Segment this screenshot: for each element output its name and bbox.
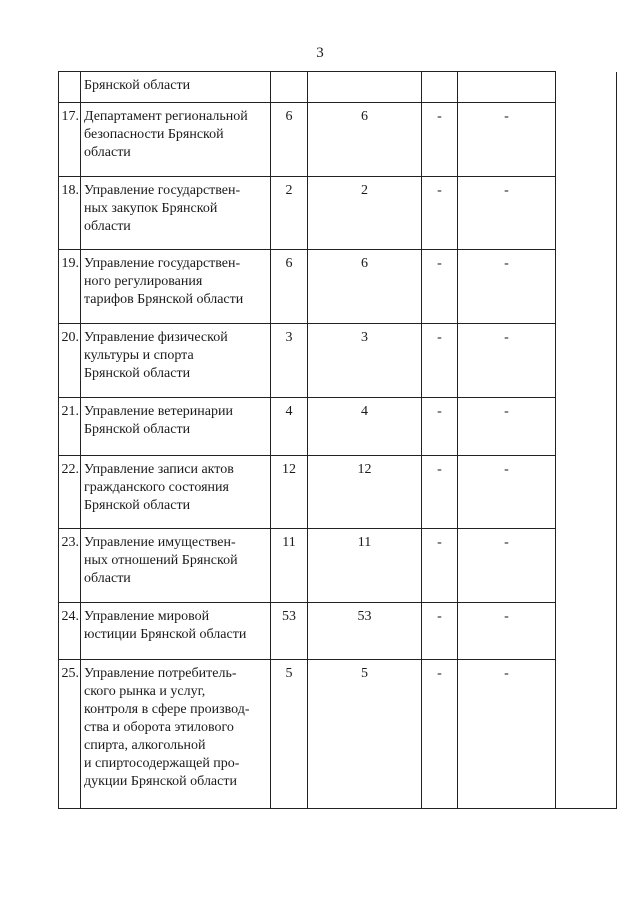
value-cell-4: - xyxy=(458,103,556,177)
value-cell-2 xyxy=(308,72,422,103)
department-name: Управление государствен- ного регулирования тарифов Брянской области xyxy=(81,250,271,324)
row-number: 20. xyxy=(59,324,81,398)
department-name: Управление физической культуры и спорта Брянской области xyxy=(81,324,271,398)
value-cell-3: - xyxy=(422,529,458,603)
table-row xyxy=(59,456,617,529)
value-cell-4: - xyxy=(458,398,556,456)
value-cell-4 xyxy=(458,72,556,103)
value-cell-3: - xyxy=(422,398,458,456)
value-cell-2: 4 xyxy=(308,398,422,456)
empty-column xyxy=(556,72,617,809)
value-cell-3: - xyxy=(422,660,458,809)
value-cell-3: - xyxy=(422,103,458,177)
value-cell-4: - xyxy=(458,660,556,809)
value-cell-3 xyxy=(422,72,458,103)
value-cell-1: 11 xyxy=(271,529,308,603)
department-name: Брянской области xyxy=(81,72,271,103)
row-number: 17. xyxy=(59,103,81,177)
value-cell-2: 3 xyxy=(308,324,422,398)
table-row xyxy=(59,103,617,177)
value-cell-4: - xyxy=(458,603,556,660)
value-cell-1: 5 xyxy=(271,660,308,809)
department-name: Департамент региональной безопасности Брянской области xyxy=(81,103,271,177)
row-number: 18. xyxy=(59,177,81,250)
table-row xyxy=(59,324,617,398)
value-cell-2: 2 xyxy=(308,177,422,250)
value-cell-1 xyxy=(271,72,308,103)
row-number: 25. xyxy=(59,660,81,809)
value-cell-1: 3 xyxy=(271,324,308,398)
value-cell-4: - xyxy=(458,529,556,603)
row-number xyxy=(59,72,81,103)
table-row xyxy=(59,398,617,456)
value-cell-4: - xyxy=(458,456,556,529)
value-cell-1: 6 xyxy=(271,103,308,177)
department-name: Управление мировой юстиции Брянской области xyxy=(81,603,271,660)
value-cell-3: - xyxy=(422,177,458,250)
value-cell-2: 11 xyxy=(308,529,422,603)
page-number: 3 xyxy=(316,45,324,61)
value-cell-2: 53 xyxy=(308,603,422,660)
value-cell-4: - xyxy=(458,250,556,324)
value-cell-3: - xyxy=(422,250,458,324)
value-cell-2: 12 xyxy=(308,456,422,529)
table-row xyxy=(59,660,617,809)
table-row xyxy=(59,529,617,603)
row-number: 23. xyxy=(59,529,81,603)
row-number: 21. xyxy=(59,398,81,456)
department-name: Управление ветеринарии Брянской области xyxy=(81,398,271,456)
value-cell-4: - xyxy=(458,324,556,398)
table-row xyxy=(59,72,617,103)
departments-table xyxy=(58,71,617,809)
value-cell-2: 5 xyxy=(308,660,422,809)
row-number: 22. xyxy=(59,456,81,529)
table-row xyxy=(59,177,617,250)
value-cell-2: 6 xyxy=(308,103,422,177)
department-name: Управление записи актов гражданского состояния Брянской области xyxy=(81,456,271,529)
value-cell-1: 12 xyxy=(271,456,308,529)
department-name: Управление государствен- ных закупок Брянской области xyxy=(81,177,271,250)
table-row xyxy=(59,250,617,324)
department-name: Управление имуществен- ных отношений Брянской области xyxy=(81,529,271,603)
value-cell-3: - xyxy=(422,324,458,398)
value-cell-1: 6 xyxy=(271,250,308,324)
value-cell-2: 6 xyxy=(308,250,422,324)
table-row xyxy=(59,603,617,660)
value-cell-4: - xyxy=(458,177,556,250)
value-cell-1: 4 xyxy=(271,398,308,456)
value-cell-3: - xyxy=(422,456,458,529)
department-name: Управление потребитель- ского рынка и услуг, контроля в сфере производ- ства и оборота этилового спирта, алкогольной и спиртосодержащей про- дукции Брянской области xyxy=(81,660,271,809)
value-cell-3: - xyxy=(422,603,458,660)
value-cell-1: 2 xyxy=(271,177,308,250)
value-cell-1: 53 xyxy=(271,603,308,660)
row-number: 24. xyxy=(59,603,81,660)
row-number: 19. xyxy=(59,250,81,324)
